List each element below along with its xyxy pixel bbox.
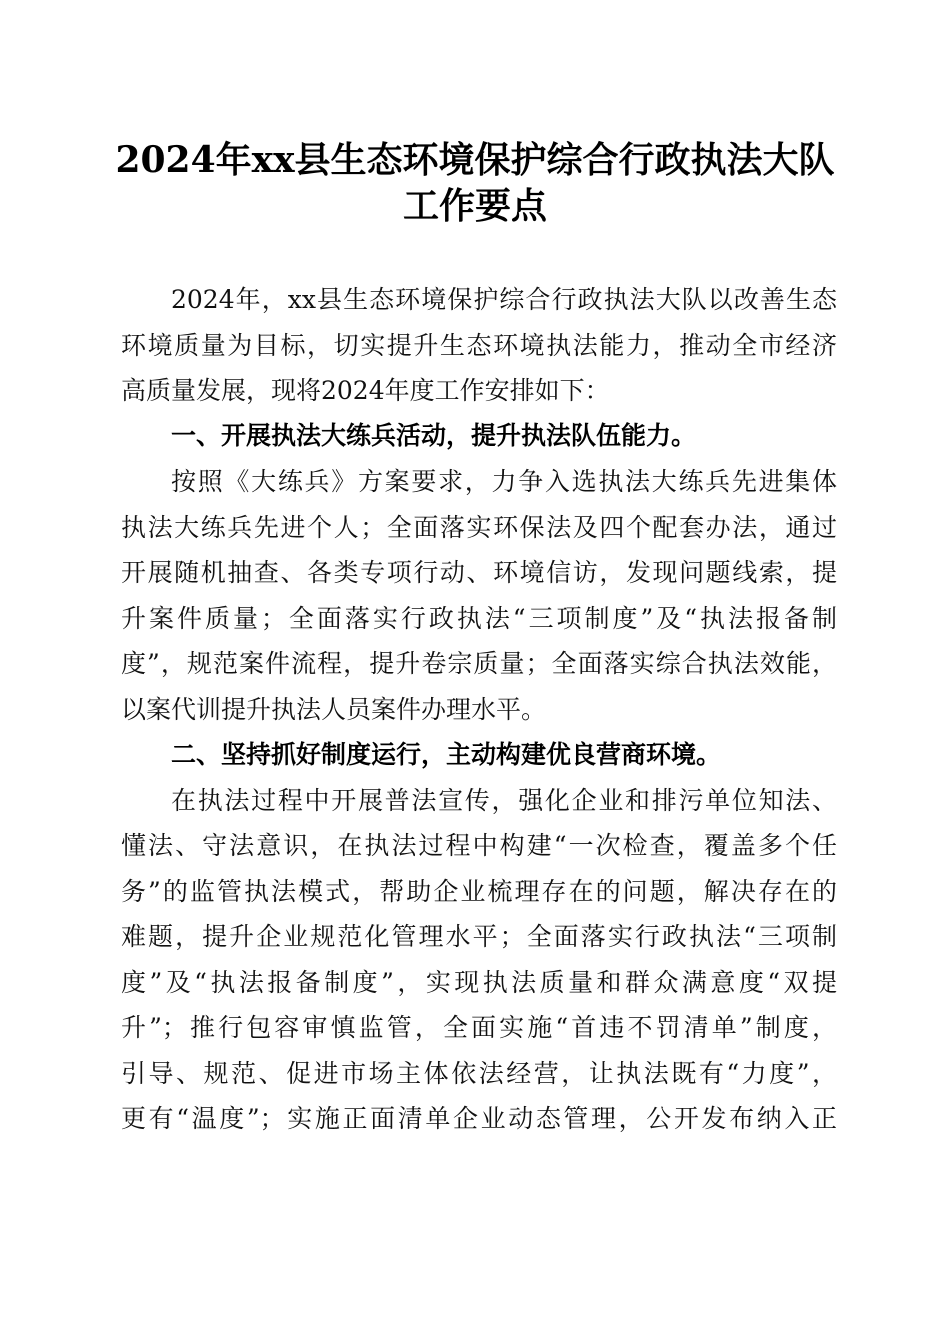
section-2-line: 升”；推行包容审慎监管，全面实施“首违不罚清单”制度， bbox=[121, 1013, 837, 1042]
intro-paragraph-line: 环境质量为目标，切实提升生态环境执法能力，推动全市经济 bbox=[121, 331, 837, 360]
section-2-line: 度”及“执法报备制度”，实现执法质量和群众满意度“双提 bbox=[121, 968, 837, 997]
section-2-line: 难题，提升企业规范化管理水平；全面落实行政执法“三项制 bbox=[121, 922, 837, 951]
section-1-line: 升案件质量；全面落实行政执法“三项制度”及“执法报备制 bbox=[121, 604, 837, 633]
document-title-line-2: 工作要点 bbox=[402, 185, 547, 227]
intro-paragraph-line: 2024年，xx县生态环境保护综合行政执法大队以改善生态 bbox=[171, 285, 837, 314]
section-2-line: 懂法、守法意识，在执法过程中构建“一次检查，覆盖多个任 bbox=[121, 831, 837, 860]
section-1-line: 以案代训提升执法人员案件办理水平。 bbox=[121, 695, 547, 724]
section-2-line: 务”的监管执法模式，帮助企业梳理存在的问题，解决存在的 bbox=[121, 877, 837, 906]
section-heading-2: 二、坚持抓好制度运行，主动构建优良营商环境。 bbox=[171, 740, 722, 769]
section-2-line: 更有“温度”；实施正面清单企业动态管理，公开发布纳入正 bbox=[121, 1104, 837, 1133]
section-2-line: 在执法过程中开展普法宣传，强化企业和排污单位知法、 bbox=[171, 786, 837, 815]
section-1-line: 开展随机抽查、各类专项行动、环境信访，发现问题线索，提 bbox=[121, 558, 837, 587]
section-2-line: 引导、规范、促进市场主体依法经营，让执法既有“力度”， bbox=[121, 1059, 837, 1088]
intro-paragraph-line: 高质量发展，现将2024年度工作安排如下： bbox=[121, 376, 610, 405]
document-title-line-1: 2024年xx县生态环境保护综合行政执法大队 bbox=[115, 139, 835, 181]
section-1-line: 按照《大练兵》方案要求，力争入选执法大练兵先进集体 bbox=[171, 467, 837, 496]
section-heading-1: 一、开展执法大练兵活动，提升执法队伍能力。 bbox=[171, 421, 697, 450]
section-1-line: 执法大练兵先进个人；全面落实环保法及四个配套办法，通过 bbox=[121, 513, 837, 542]
section-1-line: 度”，规范案件流程，提升卷宗质量；全面落实综合执法效能， bbox=[121, 649, 837, 678]
